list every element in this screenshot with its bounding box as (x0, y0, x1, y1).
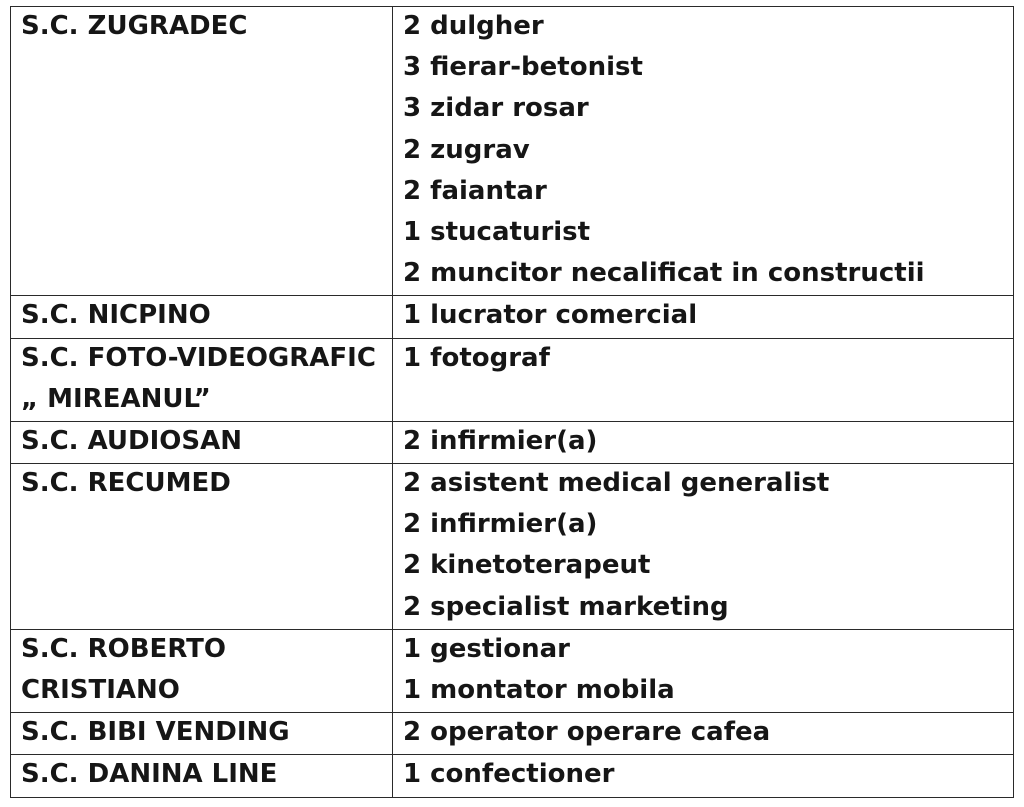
position-entry: 2 faiantar (403, 175, 547, 206)
position-entry: 2 infirmier(a) (403, 509, 598, 540)
company-name-line: S.C. ROBERTO (21, 633, 227, 664)
positions-cell (393, 464, 1014, 630)
position-entry: 2 specialist marketing (403, 591, 729, 622)
position-entry: 1 fotograf (403, 342, 550, 373)
positions-cell (393, 338, 1014, 421)
company-name-line: S.C. BIBI VENDING (21, 717, 290, 748)
position-entry: 2 muncitor necalificat in constructii (403, 258, 925, 289)
company-name-line: S.C. RECUMED (21, 468, 231, 499)
table-row (11, 7, 1014, 296)
table-row (11, 629, 1014, 712)
company-name-line: S.C. FOTO-VIDEOGRAFIC (21, 342, 376, 373)
positions-cell (393, 713, 1014, 755)
table-row (11, 755, 1014, 797)
company-cell (11, 296, 393, 338)
position-entry: 2 kinetoterapeut (403, 550, 651, 581)
company-name-line: S.C. NICPINO (21, 300, 211, 331)
positions-cell (393, 629, 1014, 712)
table-row (11, 713, 1014, 755)
position-entry: 2 dulgher (403, 11, 544, 41)
company-name-line: S.C. ZUGRADEC (21, 11, 248, 41)
position-entry: 1 confectioner (403, 759, 615, 790)
company-name-line: S.C. AUDIOSAN (21, 425, 243, 456)
positions-cell (393, 296, 1014, 338)
company-cell (11, 464, 393, 630)
positions-cell (393, 421, 1014, 463)
table-row (11, 296, 1014, 338)
position-entry: 3 zidar rosar (403, 93, 589, 124)
table-row (11, 338, 1014, 421)
position-entry: 2 infirmier(a) (403, 425, 598, 456)
table-row (11, 464, 1014, 630)
company-cell (11, 755, 393, 797)
company-cell (11, 713, 393, 755)
position-entry: 1 stucaturist (403, 216, 591, 247)
position-entry: 1 gestionar (403, 633, 570, 664)
positions-cell (393, 7, 1014, 296)
company-cell (11, 629, 393, 712)
company-cell (11, 7, 393, 296)
position-entry: 2 operator operare cafea (403, 717, 771, 748)
position-entry: 2 asistent medical generalist (403, 468, 830, 499)
company-name-line: „ MIREANUL” (21, 383, 211, 414)
position-entry: 1 lucrator comercial (403, 300, 698, 331)
company-cell (11, 421, 393, 463)
position-entry: 3 fierar-betonist (403, 52, 643, 83)
position-entry: 1 montator mobila (403, 675, 675, 705)
position-entry: 2 zugrav (403, 134, 530, 165)
table-row (11, 421, 1014, 463)
company-name-line: S.C. DANINA LINE (21, 759, 278, 790)
company-name-line: CRISTIANO (21, 675, 180, 705)
company-cell (11, 338, 393, 421)
jobs-table-body (11, 7, 1014, 798)
jobs-table (10, 6, 1014, 798)
positions-cell (393, 755, 1014, 797)
